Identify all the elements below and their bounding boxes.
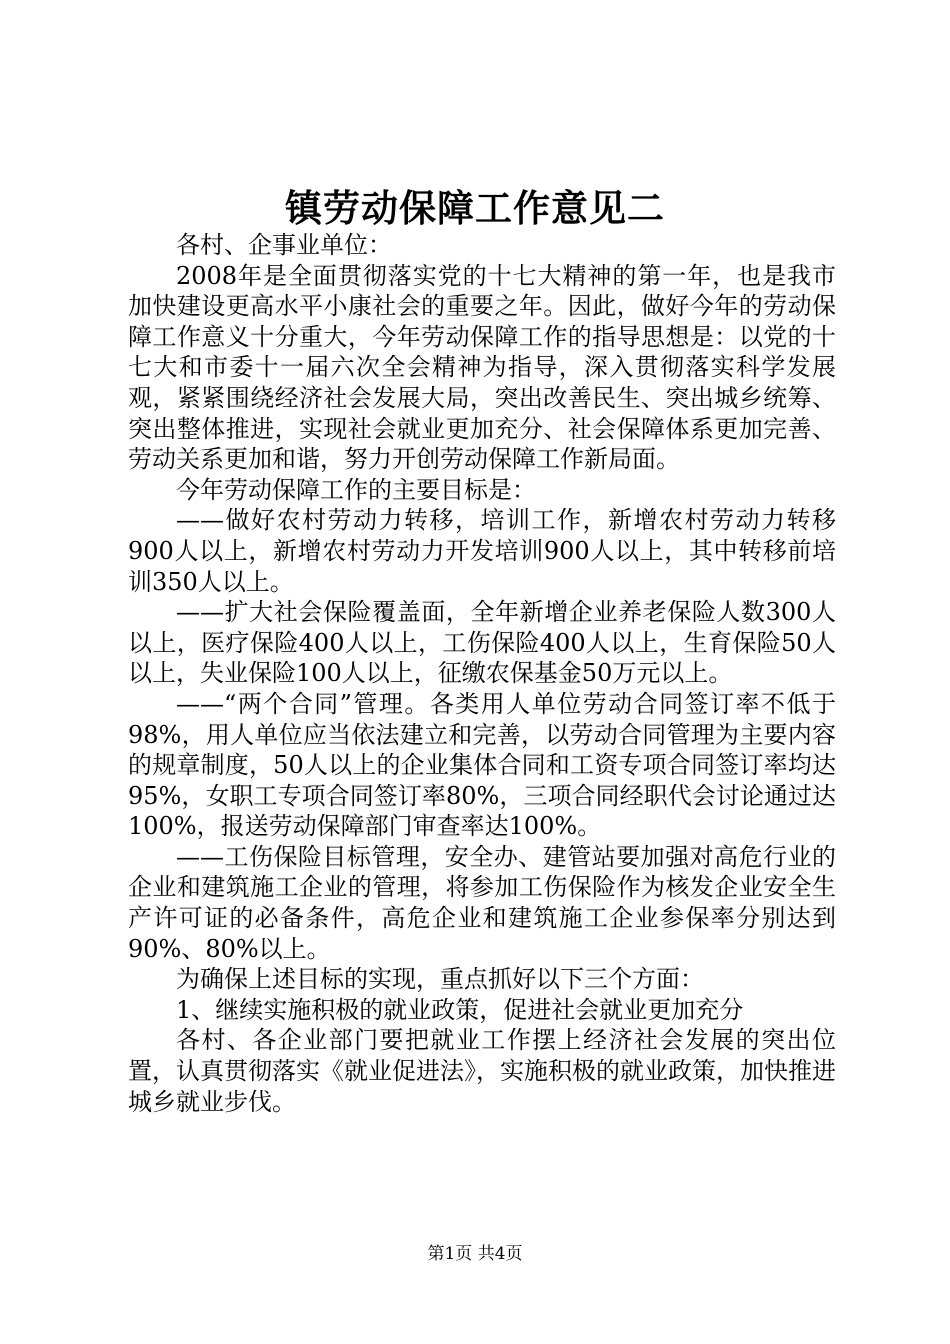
- document-title: 镇劳动保障工作意见二: [285, 186, 665, 230]
- section-1-body-paragraph: 各村、各企业部门要把就业工作摆上经济社会发展的突出位置，认真贯彻落实《就业促进法》，实施积极的就业政策，加快推进城乡就业步伐。: [128, 1026, 836, 1116]
- three-aspects-paragraph: 为确保上述目标的实现，重点抓好以下三个方面：: [176, 965, 704, 994]
- goal-labor-transfer-paragraph: ——做好农村劳动力转移，培训工作，新增农村劳动力转移900人以上，新增农村劳动力开发培训900人以上，其中转移前培训350人以上。: [128, 506, 836, 596]
- goal-injury-insurance-paragraph: ——工伤保险目标管理，安全办、建管站要加强对高危行业的企业和建筑施工企业的管理，将参加工伤保险作为核发企业安全生产许可证的必备条件，高危企业和建筑施工企业参保率分别达到90%、80%以上。: [128, 842, 836, 963]
- page-footer: 第1页 共4页: [427, 1244, 523, 1264]
- main-goals-heading: 今年劳动保障工作的主要目标是：: [176, 475, 536, 504]
- document-body: [128, 230, 836, 1117]
- goal-contracts-paragraph: ——“两个合同”管理。各类用人单位劳动合同签订率不低于98%，用人单位应当依法建立和完善，以劳动合同管理为主要内容的规章制度，50人以上的企业集体合同和工资专项合同签订率均达95%，女职工专项合同签订率80%，三项合同经职代会讨论通过达100%，报送劳动保障部门审查率达100%。: [128, 689, 836, 841]
- guiding-thought-paragraph: 2008年是全面贯彻落实党的十七大精神的第一年，也是我市加快建设更高水平小康社会的重要之年。因此，做好今年的劳动保障工作意义十分重大，今年劳动保障工作的指导思想是：以党的十七大和市委十一届六次全会精神为指导，深入贯彻落实科学发展观，紧紧围绕经济社会发展大局，突出改善民生、突出城乡统筹、突出整体推进，实现社会就业更加充分、社会保障体系更加完善、劳动关系更加和谐，努力开创劳动保障工作新局面。: [128, 261, 836, 474]
- section-1-heading: 1、继续实施积极的就业政策，促进社会就业更加充分: [176, 995, 744, 1024]
- salutation-paragraph: 各村、企事业单位：: [176, 231, 392, 259]
- goal-social-insurance-paragraph: ——扩大社会保险覆盖面，全年新增企业养老保险人数300人以上，医疗保险400人以上，工伤保险400人以上，生育保险50人以上，失业保险100人以上，征缴农保基金50万元以上。: [128, 598, 836, 688]
